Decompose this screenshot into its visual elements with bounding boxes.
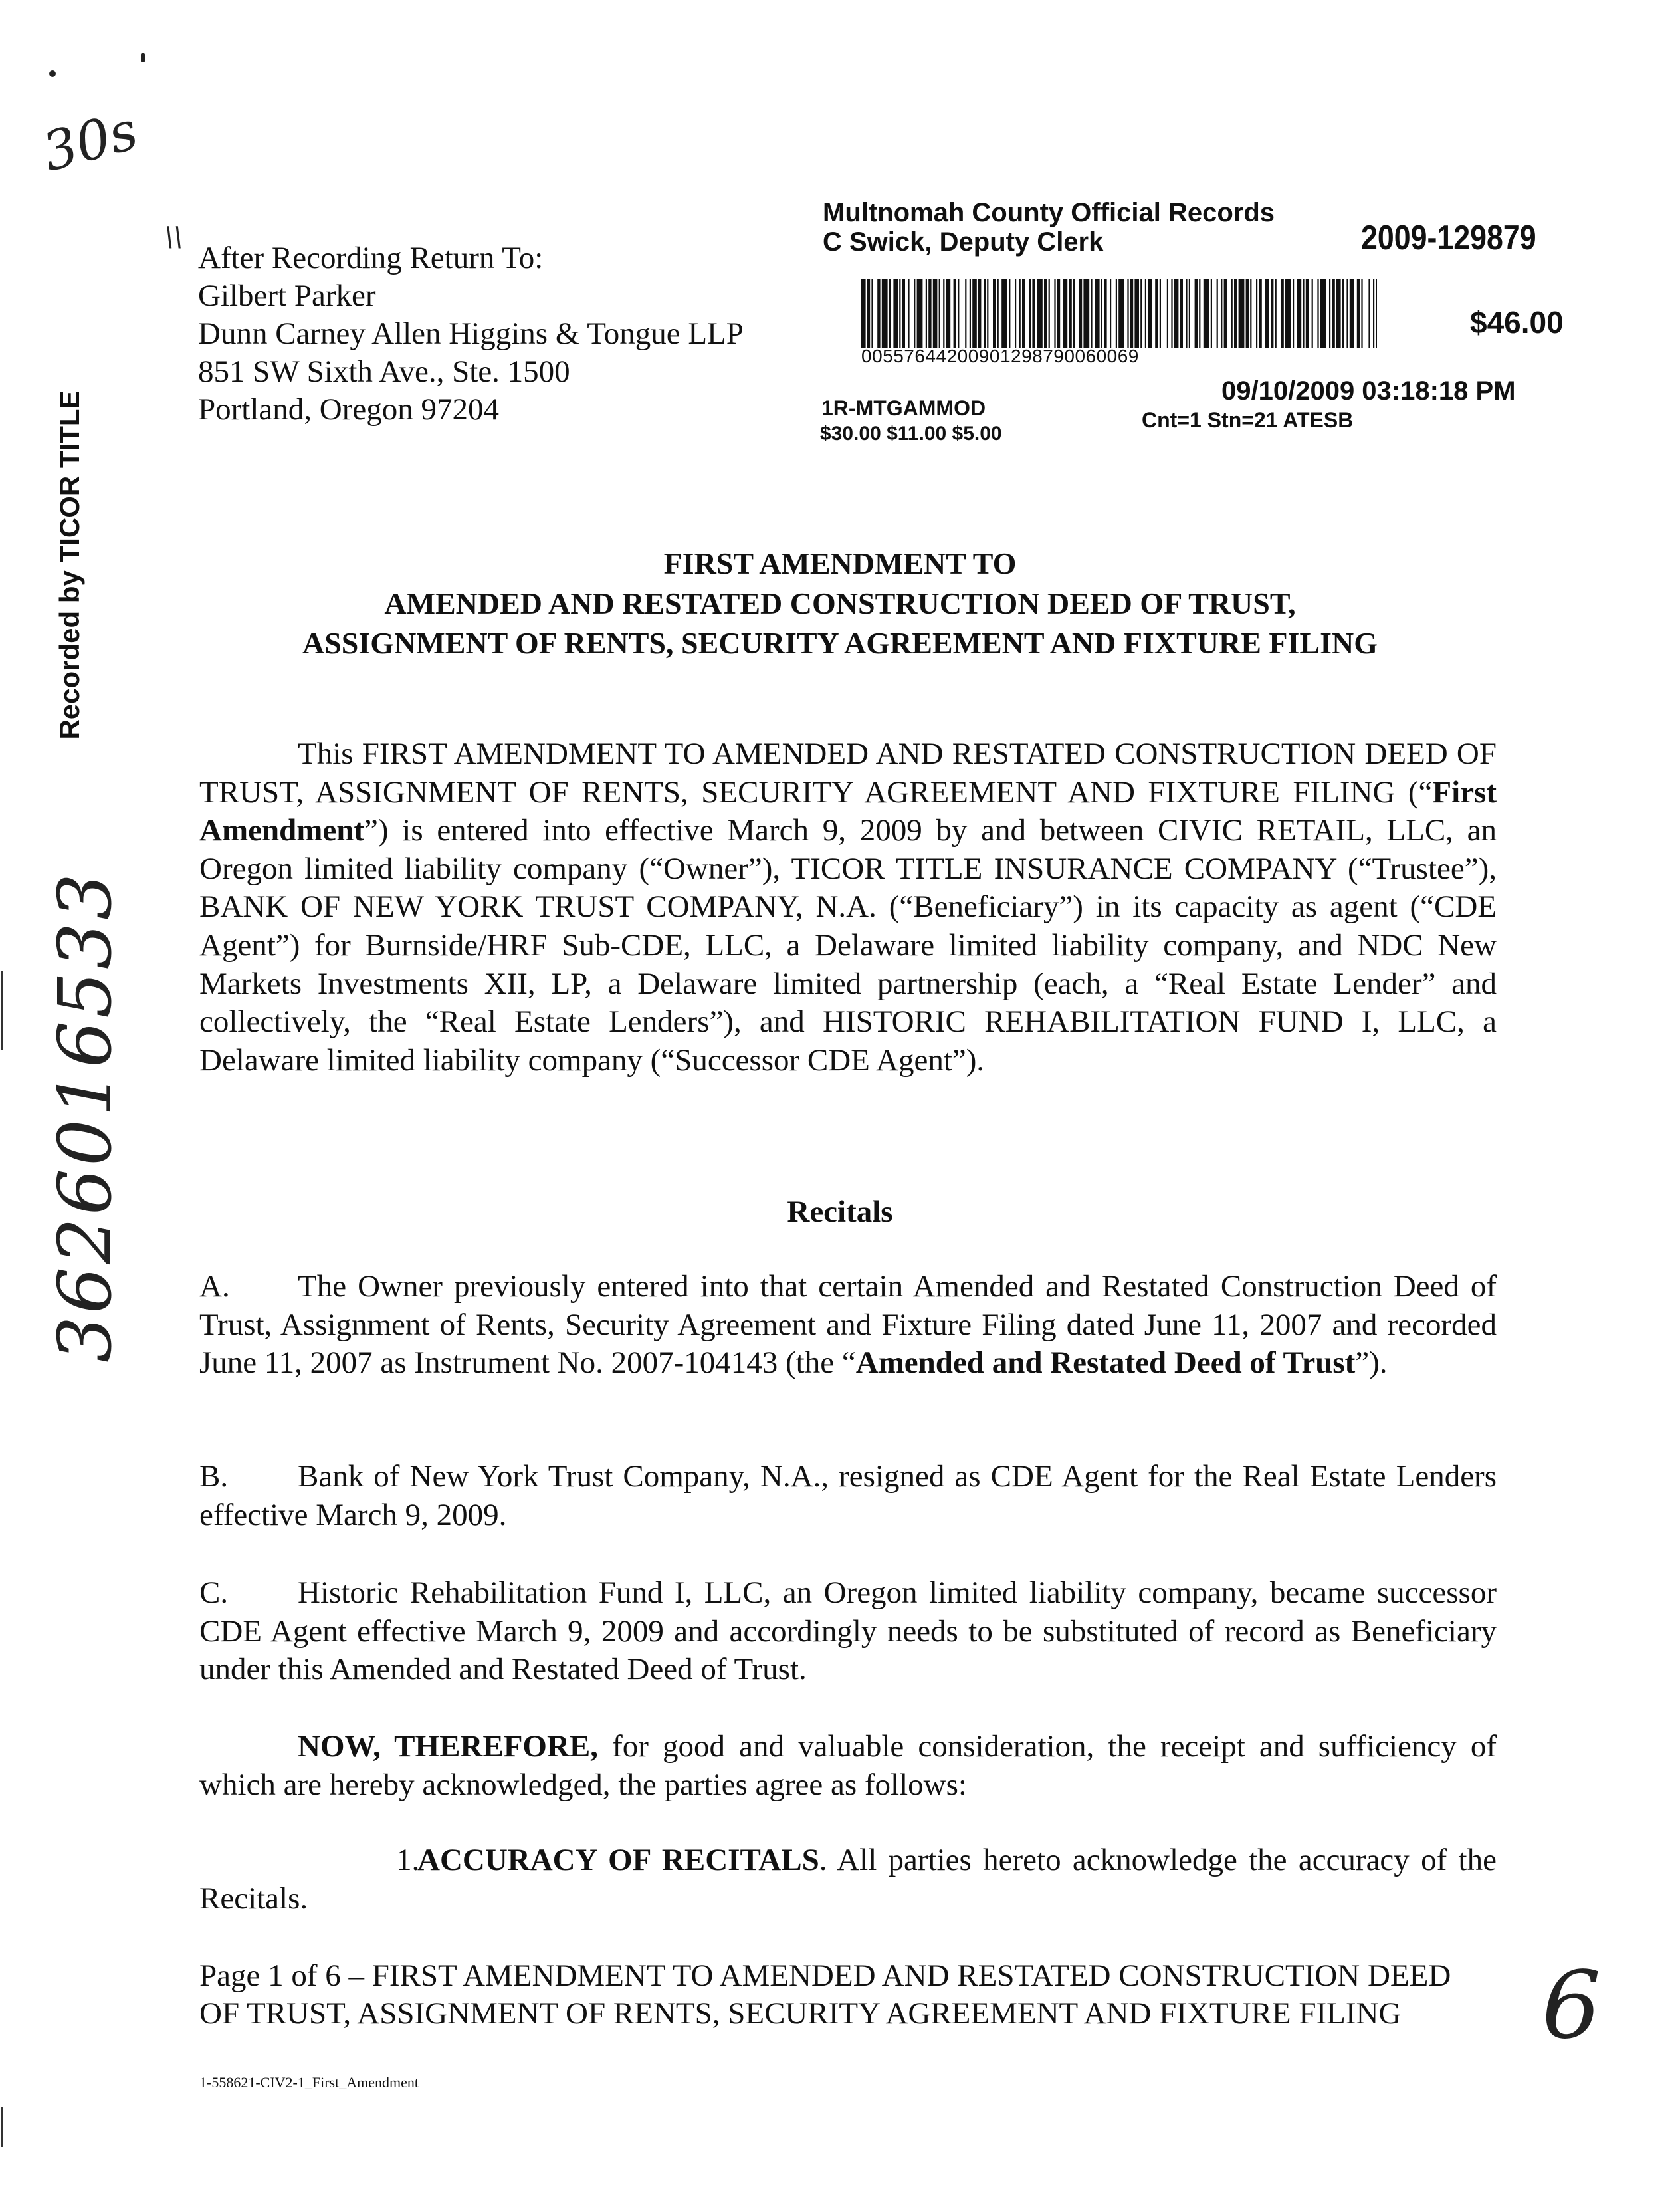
- barcode-bar: [1224, 279, 1227, 348]
- recital-b-text: Bank of New York Trust Company, N.A., resigned as CDE Agent for the Real Estate Lenders effective March 9, 2009.: [199, 1459, 1497, 1532]
- barcode-bar: [1346, 279, 1348, 348]
- recital-b: [199, 1458, 1497, 1534]
- barcode-digits: 00557644200901298790060069: [861, 346, 1139, 366]
- barcode-bar: [1189, 279, 1190, 348]
- now-therefore-paragraph: [199, 1728, 1497, 1804]
- title-line-2: AMENDED AND RESTATED CONSTRUCTION DEED OF TRUST,: [384, 586, 1296, 620]
- barcode-bar: [1239, 279, 1245, 348]
- return-address: 851 SW Sixth Ave., Ste. 1500: [198, 354, 570, 389]
- barcode-bar: [1160, 279, 1161, 348]
- barcode-bar: [1256, 279, 1257, 348]
- barcode-bar: [1148, 279, 1152, 348]
- barcode-bar: [1285, 279, 1291, 348]
- barcode-bar: [1073, 279, 1075, 348]
- return-address-block: [198, 239, 744, 429]
- handwritten-page-mark: 6: [1542, 1952, 1602, 2060]
- recitals-heading: Recitals: [787, 1195, 893, 1229]
- barcode-bar: [1049, 279, 1050, 348]
- barcode-bar: [998, 279, 999, 348]
- barcode-bar: [1015, 279, 1016, 348]
- barcode-bar: [899, 279, 900, 348]
- barcode-bar: [1037, 279, 1043, 348]
- barcode-bar: [889, 279, 891, 348]
- barcode-bar: [1044, 279, 1047, 348]
- scan-speck: [141, 53, 145, 62]
- recital-c: [199, 1574, 1497, 1689]
- recital-a-end: ”).: [1355, 1345, 1388, 1381]
- recording-station: Cnt=1 Stn=21 ATESB: [1142, 408, 1354, 432]
- recording-datetime: 09/10/2009 03:18:18 PM: [1221, 376, 1516, 405]
- barcode-bar: [939, 279, 940, 348]
- barcode-bar: [970, 279, 971, 348]
- recital-c-marker: C.: [199, 1575, 229, 1610]
- barcode-bar: [1293, 279, 1294, 348]
- scan-edge-mark: [1, 971, 3, 1050]
- barcode-image: [861, 279, 1377, 348]
- barcode-bar: [1336, 279, 1341, 348]
- barcode-bar: [1368, 279, 1370, 348]
- barcode-bar: [1029, 279, 1031, 348]
- barcode-bar: [1199, 279, 1200, 348]
- barcode-bar: [987, 279, 988, 348]
- barcode-bar: [1110, 279, 1111, 348]
- footer-file-id: 1-558621-CIV2-1_First_Amendment: [199, 2074, 419, 2091]
- barcode-bar: [1104, 279, 1106, 348]
- recording-office: [823, 198, 1275, 257]
- page-footer: Page 1 of 6 – FIRST AMENDMENT TO AMENDED AND RESTATED CONSTRUCTION DEED OF TRUST, ASSIGNMENT OF RENTS, SECURITY AGREEMENT AND FIXTURE FILING: [199, 1958, 1451, 2031]
- barcode-bar: [1145, 279, 1146, 348]
- recording-amount: $46.00: [1470, 305, 1564, 340]
- barcode-bar: [1116, 279, 1117, 348]
- barcode-bar: [1250, 279, 1251, 348]
- barcode-bar: [1204, 279, 1209, 348]
- barcode-bar: [1281, 279, 1283, 348]
- barcode-bar: [984, 279, 986, 348]
- barcode-bar: [1009, 279, 1010, 348]
- barcode-bar: [1320, 279, 1326, 348]
- barcode-bar: [917, 279, 923, 348]
- barcode-bar: [1217, 279, 1218, 348]
- barcode-bar: [1246, 279, 1249, 348]
- barcode-bar: [926, 279, 927, 348]
- return-firm: Dunn Carney Allen Higgins & Tongue LLP: [198, 316, 744, 351]
- barcode-bar: [1271, 279, 1273, 348]
- intro-text-1: This FIRST AMENDMENT TO AMENDED AND RESTATED CONSTRUCTION DEED OF TRUST, ASSIGNMENT OF RENTS, SECURITY AGREEMENT AND FIXTURE FILING (“: [199, 737, 1497, 810]
- recording-office-name: Multnomah County Official Records: [823, 198, 1275, 227]
- barcode-bar: [1118, 279, 1124, 348]
- now-therefore-text: for good and valuable consideration, the receipt and sufficiency of which are hereby acknowledged, the parties agree as follows:: [199, 1729, 1497, 1802]
- barcode-bar: [877, 279, 880, 348]
- barcode-bar: [993, 279, 996, 348]
- barcode-bar: [893, 279, 898, 348]
- return-city: Portland, Oregon 97204: [198, 392, 499, 427]
- barcode-bar: [1350, 279, 1354, 348]
- barcode-bar: [1069, 279, 1071, 348]
- recorded-by-label: Recorded by TICOR TITLE: [54, 390, 85, 740]
- handwritten-note-top: 30s: [36, 99, 144, 183]
- barcode-bar: [965, 279, 966, 348]
- recital-a-defined-term: Amended and Restated Deed of Trust: [855, 1345, 1356, 1381]
- return-label: After Recording Return To:: [198, 241, 544, 275]
- barcode-bar: [1127, 279, 1128, 348]
- barcode-bar: [1221, 279, 1222, 348]
- intro-paragraph: [199, 735, 1497, 1080]
- section-1-heading: ACCURACY OF RECITALS: [417, 1843, 819, 1877]
- barcode-bar: [1332, 279, 1334, 348]
- barcode-bar: [1101, 279, 1102, 348]
- barcode-bar: [882, 279, 888, 348]
- now-therefore-lead: NOW, THEREFORE,: [298, 1729, 599, 1764]
- barcode-bar: [1297, 279, 1302, 348]
- barcode-bar: [1032, 279, 1035, 348]
- barcode-bar: [1211, 279, 1212, 348]
- barcode-bar: [1054, 279, 1055, 348]
- barcode-bar: [871, 279, 873, 348]
- scan-speck: [49, 70, 56, 77]
- barcode-bar: [1180, 279, 1183, 348]
- barcode-bar: [1275, 279, 1277, 348]
- barcode-bar: [1317, 279, 1318, 348]
- section-1: [199, 1841, 1497, 1918]
- barcode-bar: [1095, 279, 1100, 348]
- barcode-bar: [1130, 279, 1133, 348]
- barcode-bar: [1312, 279, 1313, 348]
- barcode-bar: [1329, 279, 1330, 348]
- barcode-bar: [1155, 279, 1158, 348]
- barcode-bar: [1306, 279, 1309, 348]
- recital-a-marker: A.: [199, 1269, 230, 1304]
- handwritten-side-number: 3626016533: [43, 871, 128, 1363]
- barcode-bar: [1259, 279, 1261, 348]
- barcode-bar: [861, 279, 866, 348]
- barcode-bar: [902, 279, 905, 348]
- barcode-bar: [1091, 279, 1092, 348]
- barcode-bar: [914, 279, 915, 348]
- barcode-bar: [1019, 279, 1021, 348]
- document-title: [0, 544, 1680, 663]
- barcode-bar: [1022, 279, 1025, 348]
- barcode-bar: [954, 279, 956, 348]
- recital-a-text: The Owner previously entered into that certain Amended and Restated Construction Deed of Trust, Assignment of Rents, Security Agreement and Fixture Filing dated June 11, 2007 and recorded June 11, 2007 as Instrument No. 2007-104143 (the “: [199, 1269, 1497, 1381]
- barcode-bar: [1234, 279, 1237, 348]
- recording-code: 1R-MTGAMMOD: [821, 396, 986, 420]
- barcode-bar: [1083, 279, 1089, 348]
- barcode-bar: [1373, 279, 1374, 348]
- recording-clerk: C Swick, Deputy Clerk: [823, 227, 1104, 257]
- barcode-bar: [978, 279, 981, 348]
- barcode-bar: [1174, 279, 1179, 348]
- barcode-bar: [908, 279, 909, 348]
- handwritten-mark: \\: [165, 222, 183, 253]
- recital-c-text: Historic Rehabilitation Fund I, LLC, an Oregon limited liability company, became successor CDE Agent effective March 9, 2009 and accordingly needs to be substituted of record as Beneficiary under this Amended and Restated Deed of Trust.: [199, 1575, 1497, 1687]
- recital-b-marker: B.: [199, 1459, 229, 1494]
- document-number: 2009-129879: [1361, 219, 1536, 257]
- barcode-bar: [1361, 279, 1362, 348]
- barcode-bar: [1265, 279, 1269, 348]
- barcode-bar: [1140, 279, 1142, 348]
- title-line-3: ASSIGNMENT OF RENTS, SECURITY AGREEMENT AND FIXTURE FILING: [302, 626, 1378, 660]
- barcode-bar: [1001, 279, 1007, 348]
- intro-defined-term: First Amendment: [199, 774, 1497, 848]
- return-name: Gilbert Parker: [198, 279, 376, 313]
- barcode-bar: [958, 279, 959, 348]
- barcode-bar: [1342, 279, 1344, 348]
- barcode-bar: [1186, 279, 1187, 348]
- section-1-number: 1.: [396, 1843, 420, 1877]
- barcode-bar: [943, 279, 944, 348]
- barcode-bar: [1134, 279, 1139, 348]
- recording-fees: $30.00 $11.00 $5.00: [820, 423, 1002, 445]
- barcode-bar: [972, 279, 977, 348]
- barcode-bar: [1357, 279, 1360, 348]
- barcode-bar: [946, 279, 951, 348]
- barcode-bar: [1231, 279, 1233, 348]
- barcode-bar: [1171, 279, 1172, 348]
- barcode-bar: [1376, 279, 1377, 348]
- barcode-bar: [933, 279, 938, 348]
- scan-edge-mark: [1, 2107, 3, 2147]
- barcode-bar: [928, 279, 931, 348]
- barcode-bar: [1057, 279, 1060, 348]
- section-1-text: . All parties hereto acknowledge the accuracy of the Recitals.: [199, 1843, 1497, 1916]
- intro-text-2: ”) is entered into effective March 9, 2009 by and between CIVIC RETAIL, LLC, an Oregon limited liability company (“Owner”), TICOR TITLE INSURANCE COMPANY (“Trustee”), BANK OF NEW YORK TRUST COMPANY, N.A. (“Beneficiary”) in its capacity as agent (“CDE Agent”) for Burnside/HRF Sub-CDE, LLC, a Delaware limited liability company, and NDC New Markets Investments XII, LP, a Delaware limited partnership (each, a “Real Estate Lender” and collectively, the “Real Estate Lenders”), and HISTORIC REHABILITATION FUND I, LLC, a Delaware limited liability company (“Successor CDE Agent”).: [199, 813, 1497, 1078]
- barcode-bar: [1303, 279, 1304, 348]
- barcode-bar: [1195, 279, 1198, 348]
- title-line-1: FIRST AMENDMENT TO: [663, 546, 1017, 580]
- recital-a: [199, 1268, 1497, 1383]
- barcode-bar: [1079, 279, 1082, 348]
- barcode-bar: [1063, 279, 1068, 348]
- barcode-bar: [867, 279, 870, 348]
- barcode-bar: [1167, 279, 1168, 348]
